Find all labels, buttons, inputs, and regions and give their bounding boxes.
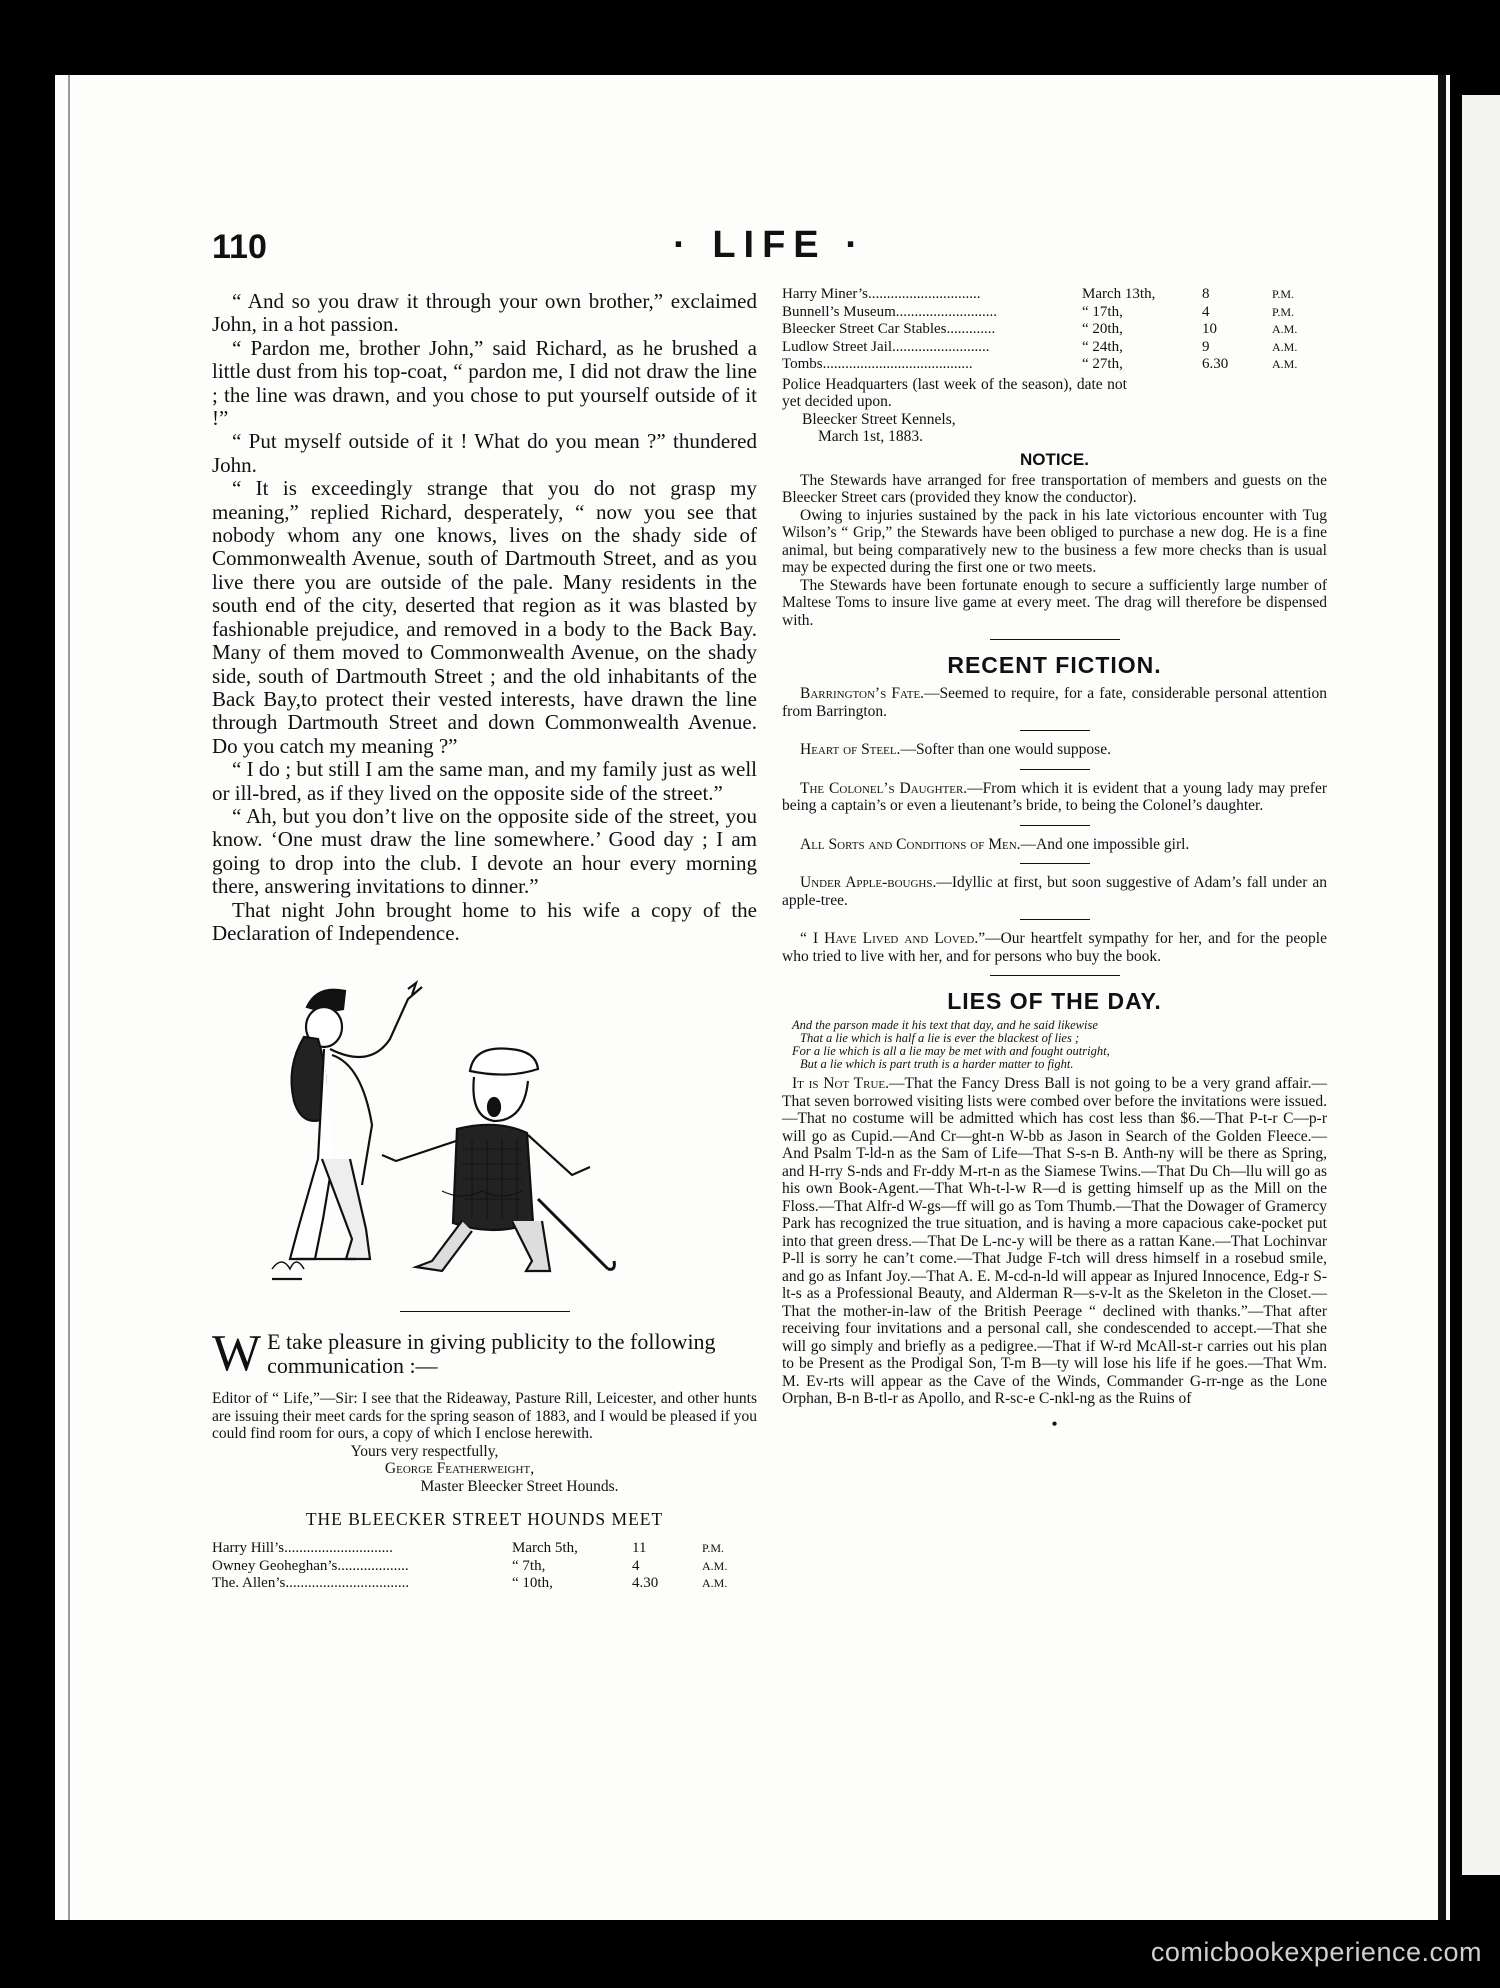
verse-line: That a lie which is half a lie is ever the blackest of lies ; xyxy=(800,1031,1080,1045)
fiction-comment: —Seemed to require, for a fate, considerable personal attention from Barrington. xyxy=(782,685,1328,720)
meet-time: 4 xyxy=(1202,303,1210,320)
meet-row xyxy=(782,339,1327,357)
meet-time: 9 xyxy=(1202,338,1210,355)
letter-text: Editor of “ Life,”—Sir: I see that the Rideaway, Pasture Rill, Leicester, and other hunts are issuing their meet cards for the spring season of 1883, and I would be pleased if you could find room for ours, a copy of which I enclose herewith. xyxy=(212,1390,757,1443)
meet-time: 10 xyxy=(1202,321,1217,337)
fiction-review xyxy=(782,836,1327,854)
meet-ampm: P.M. xyxy=(1272,287,1295,301)
meet-row xyxy=(782,304,1327,322)
watermark: comicbookexperience.com xyxy=(1150,1937,1482,1967)
section-divider xyxy=(990,639,1120,640)
page-gutter-line xyxy=(68,75,70,1920)
meet-location: Bleecker Street Car Stables............. xyxy=(782,321,996,337)
meet-location: Bunnell’s Museum........................... xyxy=(782,303,998,320)
section-divider xyxy=(990,975,1120,976)
letter-closing: Yours very respectfully, xyxy=(350,1442,499,1460)
meet-row xyxy=(782,286,1327,304)
police-headquarters-note: Police Headquarters (last week of the season), date not yet decided upon. xyxy=(782,375,1127,410)
meet-row xyxy=(212,1575,757,1593)
meet-ampm: A.M. xyxy=(1272,322,1298,336)
facing-page-edge xyxy=(1462,95,1500,1875)
story-paragraph: “ Ah, but you don’t live on the opposite side of the street, you know. ‘One must draw the line somewhere.’ Good day ; I am going to drop into the club. I devote an hour every morning there, answering invitations to dinner.” xyxy=(212,803,757,899)
meet-location: The. Allen’s................................. xyxy=(212,1575,410,1592)
letter-signature: George Featherweight, xyxy=(384,1460,535,1478)
cartoon-illustration xyxy=(212,959,757,1299)
notice-paragraph: The Stewards have been fortunate enough to secure a sufficiently large number of Maltese Toms to insure live game at every meet. The drag will therefore be dispensed with. xyxy=(782,576,1327,629)
fiction-review xyxy=(782,874,1327,909)
story-paragraph: That night John brought home to his wife a copy of the Declaration of Independence. xyxy=(212,897,757,945)
fiction-review xyxy=(782,685,1327,720)
drop-cap: W xyxy=(212,1325,262,1383)
meet-date: March 13th, xyxy=(1082,286,1156,302)
story-paragraph: “ I do ; but still I am the same man, and my family just as well or ill-bred, as if they lived on the opposite side of the street.” xyxy=(212,757,757,805)
running-head: · LIFE · xyxy=(673,224,866,266)
story-text xyxy=(212,290,757,945)
fiction-title: The Colonel’s Daughter. xyxy=(800,779,968,797)
meet-schedule-table-continued xyxy=(782,286,1327,374)
fiction-review xyxy=(782,780,1327,815)
meet-ampm: P.M. xyxy=(702,1541,725,1556)
fiction-divider xyxy=(1020,825,1090,826)
meet-location: Harry Hill’s............................. xyxy=(212,1540,393,1557)
meet-row xyxy=(782,321,1327,339)
fiction-comment: —Our heartfelt sympathy for her, and for the people who tried to live with her, and for persons who buy the book. xyxy=(782,930,1327,965)
meet-ampm: P.M. xyxy=(1272,304,1295,319)
meet-ampm: A.M. xyxy=(702,1576,728,1591)
meet-date: “ 20th, xyxy=(1082,321,1123,337)
meet-location: Harry Miner’s.............................. xyxy=(782,286,981,302)
notice-paragraph: The Stewards have arranged for free transportation of members and guests on the Bleecker Street cars (provided they know the conductor). xyxy=(782,471,1327,506)
recent-fiction-heading: RECENT FICTION. xyxy=(947,652,1162,678)
fiction-comment: —And one impossible girl. xyxy=(1020,835,1190,853)
two-gentlemen-cartoon xyxy=(212,959,757,1299)
meet-table-title: THE BLEECKER STREET HOUNDS MEET xyxy=(305,1509,664,1530)
fiction-divider xyxy=(1020,769,1090,770)
meet-date: “ 27th, xyxy=(1082,356,1123,372)
fiction-divider xyxy=(1020,863,1090,864)
lies-lead: It is Not True. xyxy=(792,1075,890,1092)
verse-line: And the parson made it his text that day, and he said likewise xyxy=(792,1018,1098,1032)
fiction-divider xyxy=(1020,730,1090,731)
story-paragraph: “ It is exceedingly strange that you do not grasp my meaning,” replied Richard, desperately, “ now you see that nobody whom any one knows, lives on the shady side of Commonwealth Avenue, south of Dartmouth Street, and as you live there you are outside of the pale. Many residents in the south end of the city, deserted that region as it was blasted by fashionable prejudice, and removed in a body to the Back Bay. Many of them moved to Commonwealth Avenue, on the shady side, south of Dartmouth Street ; and the old inhabitants of the Back Bay,to protect their vested interests, have drawn the line through Dartmouth Street and down Commonwealth Avenue. Do you catch my meaning ?” xyxy=(212,476,757,758)
lies-paragraph xyxy=(782,1075,1327,1408)
recent-fiction-list xyxy=(782,685,1327,976)
page-edge xyxy=(1438,75,1446,1920)
story-paragraph: “ Pardon me, brother John,” said Richard, as he brushed a little dust from his top-coat, “ pardon me, I did not draw the line ; the line was drawn, and you chose to put yourself outside of it !” xyxy=(212,335,757,431)
intro-paragraph xyxy=(212,1325,757,1383)
section-divider xyxy=(400,1311,570,1312)
meet-row xyxy=(212,1558,757,1576)
lies-text: —That the Fancy Dress Ball is not going to be a very grand affair.—That seven borrowed visiting lists were combed over before the invitations were issued.—That no costume will be admitted which has cost less than $6.—That P-t-r C—p-r will go as Cupid.—And Cr—ght-n W-bb as Jason in Search of the Golden Fleece.—And Psalm T-ld-n as the Sam of Life—That S-s-n B. Anth-ny will be there as Spring, and H-rry S-nds and Fr-ddy M-rt-n as the Siamese Twins.—That Du Ch—llu will go as his own Book-Agent.—That Wh-t-l-w R—d is getting himself up as the Mill on the Floss.—That Alfr-d W-gs—ff will go as Tom Thumb.—That the Dowager of Gramercy Park has recognized the true situation, and is having a more capacious cake-pocket put into that green dress.—That De L-nc-y will be there as a rattan Kane.—That Lochinvar P-ll is sorry he can’t come.—That Judge F-tch will dress himself in a rosebud smile, and go as Infant Joy.—That A. E. M-cd-n-ld will appear as Injured Innocence, Edg-r S-lt-s as a Professional Beauty, and Alderman R—s-v-lt as the Skeleton in the Closet.—That the mother-in-law of the British Peerage “ declined with thanks.”—That after receiving four invitations and a personal call, she condescended to accept.—That she will go simply and briefly as a pedigree.—That if W-rd McAll-st-r carries out his plan to be Present as the Prodigal Son, T-m B—ty will lose his life if he goes.—That Wm. M. Ev-rts will appear as the Cave of the Winds, Commander G-rr-nge as the Lone Orphan, B-n B-tl-r as Apollo, and R-sc-e C-nkl-ng as the Ruins of xyxy=(782,1075,1327,1407)
left-column xyxy=(212,290,757,1593)
meet-ampm: A.M. xyxy=(1272,357,1298,371)
meet-ampm: A.M. xyxy=(1272,339,1298,354)
notice-paragraph: Owing to injuries sustained by the pack in his late victorious encounter with Tug Wilson’s “ Grip,” the Stewards have been obliged to purchase a new dog. He is a fine animal, but being comparatively new to the business a few more checks than is usual may be expected during the first one or two meets. xyxy=(782,506,1327,576)
meet-date: “ 17th, xyxy=(1082,303,1123,320)
verse-line: But a lie which is part truth is a harder matter to fight. xyxy=(800,1057,1074,1071)
fiction-title: All Sorts and Conditions of Men. xyxy=(800,835,1021,853)
story-paragraph: “ And so you draw it through your own brother,” exclaimed John, in a hot passion. xyxy=(212,289,757,337)
meet-location: Ludlow Street Jail.......................... xyxy=(782,338,990,355)
meet-time: 4 xyxy=(632,1557,640,1574)
meet-schedule-table xyxy=(212,1540,757,1593)
intro-text: E take pleasure in giving publicity to the following communication :— xyxy=(267,1329,716,1379)
meet-row xyxy=(212,1540,757,1558)
epigraph-verse xyxy=(792,1019,1327,1071)
meet-row xyxy=(782,356,1327,374)
fiction-title: Heart of Steel. xyxy=(800,741,901,758)
letter-signature-title: Master Bleecker Street Hounds. xyxy=(420,1477,619,1495)
fiction-comment: —From which it is evident that a young lady may prefer being a captain’s or even a lieutenant’s bride, to being the Colonel’s daughter. xyxy=(782,779,1328,814)
kennels-date: March 1st, 1883. xyxy=(818,428,924,445)
meet-date: “ 24th, xyxy=(1082,338,1123,355)
meet-location: Tombs........................................ xyxy=(782,356,973,372)
page-number: 110 xyxy=(212,228,267,266)
fiction-review xyxy=(782,930,1327,965)
kennels-address: Bleecker Street Kennels, xyxy=(802,410,956,428)
page-end-bullet: • xyxy=(1051,1413,1058,1434)
fiction-title: “ I Have Lived and Loved.” xyxy=(800,930,986,947)
fiction-divider xyxy=(1020,919,1090,920)
meet-time: 6.30 xyxy=(1202,356,1229,372)
fiction-title: Under Apple-boughs. xyxy=(800,874,937,891)
notice-heading: NOTICE. xyxy=(1020,449,1089,469)
meet-location: Owney Geoheghan’s................... xyxy=(212,1557,409,1574)
right-column xyxy=(782,286,1327,1435)
meet-date: “ 10th, xyxy=(512,1575,553,1592)
meet-time: 11 xyxy=(632,1540,647,1557)
story-paragraph: “ Put myself outside of it ! What do you mean ?” thundered John. xyxy=(212,429,757,477)
fiction-comment: —Idyllic at first, but soon suggestive of Adam’s fall under an apple-tree. xyxy=(782,874,1327,909)
fiction-comment: —Softer than one would suppose. xyxy=(900,741,1111,758)
meet-date: “ 7th, xyxy=(512,1557,546,1574)
verse-line: For a lie which is all a lie may be met with and fought outright, xyxy=(792,1044,1110,1058)
fiction-title: Barrington’s Fate. xyxy=(800,685,925,702)
page-header xyxy=(212,224,1327,268)
meet-ampm: A.M. xyxy=(702,1558,728,1573)
meet-time: 4.30 xyxy=(632,1575,659,1592)
meet-time: 8 xyxy=(1202,286,1210,302)
lies-of-the-day-heading: LIES OF THE DAY. xyxy=(947,988,1162,1014)
fiction-review xyxy=(782,741,1327,759)
notice-text xyxy=(782,472,1327,630)
meet-date: March 5th, xyxy=(512,1540,578,1557)
